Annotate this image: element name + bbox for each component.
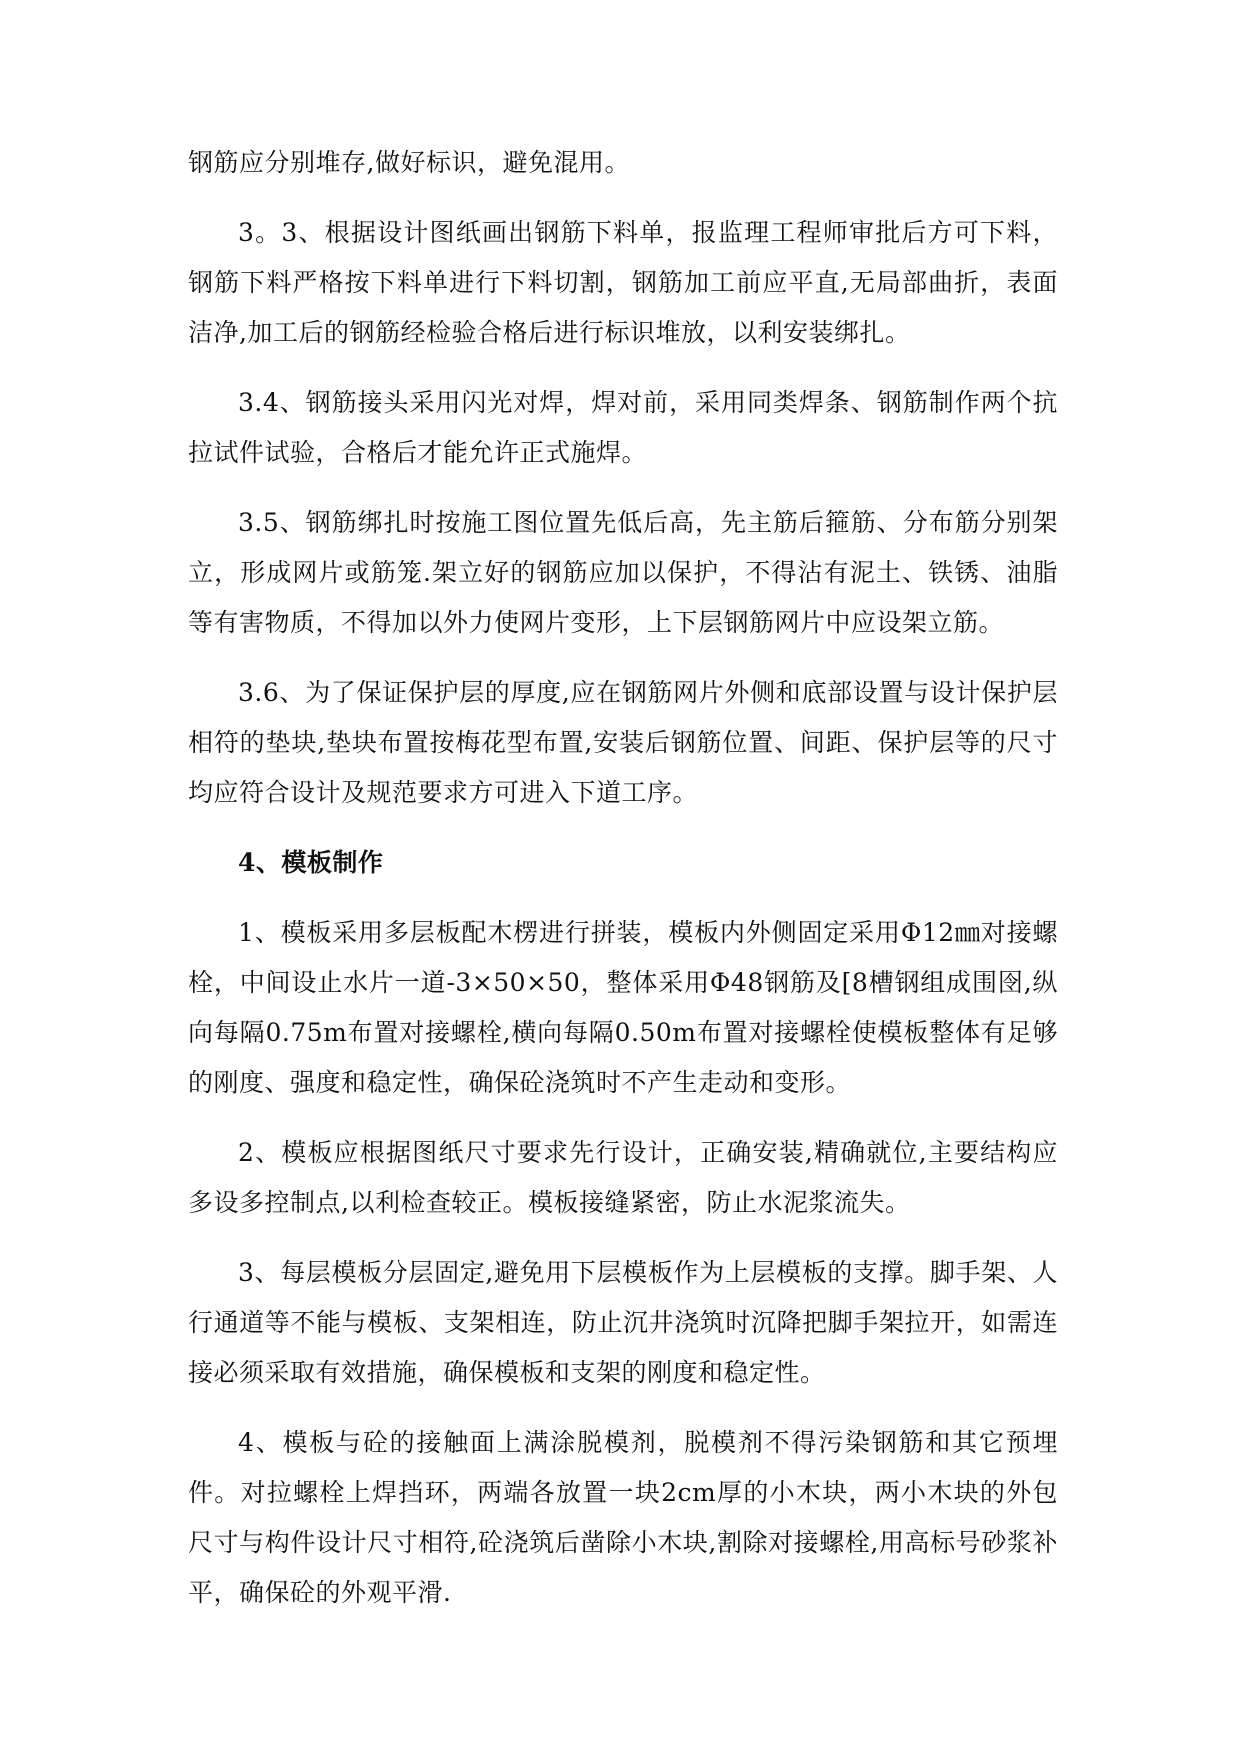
paragraph-rebar-storage: 钢筋应分别堆存,做好标识，避免混用。 bbox=[188, 148, 630, 177]
paragraph-formwork-1: 1、模板采用多层板配木楞进行拼装，模板内外侧固定采用Φ12㎜对接螺栓，中间设止水片一道-3×50×50，整体采用Φ48钢筋及[8槽钢组成围囹,纵向每隔0.75m布置对接螺栓,横向每隔0.50m布置对接螺栓使模板整体有足够的刚度、强度和稳定性，确保砼浇筑时不产生走动和变形。 bbox=[188, 918, 1058, 1097]
paragraph-3-5: 3.5、钢筋绑扎时按施工图位置先低后高，先主筋后箍筋、分布筋分别架立，形成网片或筋笼.架立好的钢筋应加以保护，不得沾有泥土、铁锈、油脂等有害物质，不得加以外力使网片变形，上下层钢筋网片中应设架立筋。 bbox=[188, 508, 1058, 637]
document-page bbox=[188, 138, 1058, 1638]
section-heading-formwork: 4、模板制作 bbox=[238, 848, 384, 877]
paragraph-3-3: 3。3、根据设计图纸画出钢筋下料单，报监理工程师审批后方可下料，钢筋下料严格按下料单进行下料切割，钢筋加工前应平直,无局部曲折，表面洁净,加工后的钢筋经检验合格后进行标识堆放，以利安装绑扎。 bbox=[188, 218, 1058, 347]
paragraph-formwork-4: 4、模板与砼的接触面上满涂脱模剂，脱模剂不得污染钢筋和其它预埋件。对拉螺栓上焊挡环，两端各放置一块2cm厚的小木块，两小木块的外包尺寸与构件设计尺寸相符,砼浇筑后凿除小木块,割除对接螺栓,用高标号砂浆补平，确保砼的外观平滑. bbox=[188, 1428, 1058, 1607]
paragraph-formwork-2: 2、模板应根据图纸尺寸要求先行设计，正确安装,精确就位,主要结构应多设多控制点,以利检查较正。模板接缝紧密，防止水泥浆流失。 bbox=[188, 1138, 1058, 1217]
paragraph-3-6: 3.6、为了保证保护层的厚度,应在钢筋网片外侧和底部设置与设计保护层相符的垫块,垫块布置按梅花型布置,安装后钢筋位置、间距、保护层等的尺寸均应符合设计及规范要求方可进入下道工序。 bbox=[188, 678, 1058, 807]
paragraph-formwork-3: 3、每层模板分层固定,避免用下层模板作为上层模板的支撑。脚手架、人行通道等不能与模板、支架相连，防止沉井浇筑时沉降把脚手架拉开，如需连接必须采取有效措施，确保模板和支架的刚度和稳定性。 bbox=[188, 1258, 1058, 1387]
paragraph-3-4: 3.4、钢筋接头采用闪光对焊，焊对前，采用同类焊条、钢筋制作两个抗拉试件试验，合格后才能允许正式施焊。 bbox=[188, 388, 1058, 467]
